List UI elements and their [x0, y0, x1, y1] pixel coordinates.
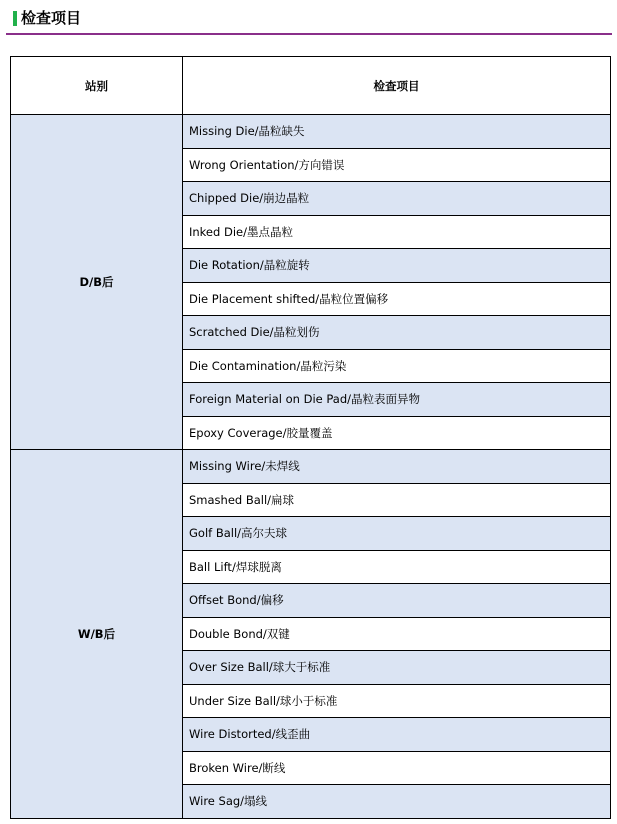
table-row [11, 450, 611, 484]
table-header-row [11, 57, 611, 115]
inspection-item-cell: Ball Lift/焊球脱离 [183, 550, 611, 584]
inspection-item-cell: Golf Ball/高尔夫球 [183, 517, 611, 551]
inspection-item-cell: Broken Wire/断线 [183, 751, 611, 785]
inspection-item-cell: Wire Distorted/线歪曲 [183, 718, 611, 752]
inspection-item-cell: Scratched Die/晶粒划伤 [183, 316, 611, 350]
heading-accent-bar [13, 11, 17, 26]
inspection-item-cell: Die Rotation/晶粒旋转 [183, 249, 611, 283]
inspection-table [10, 56, 611, 819]
inspection-item-cell: Missing Wire/未焊线 [183, 450, 611, 484]
inspection-item-cell: Die Contamination/晶粒污染 [183, 349, 611, 383]
header-station: 站别 [11, 57, 183, 115]
section-heading [6, 6, 612, 34]
station-cell: W/B后 [11, 450, 183, 819]
inspection-item-cell: Double Bond/双键 [183, 617, 611, 651]
inspection-item-cell: Chipped Die/崩边晶粒 [183, 182, 611, 216]
inspection-item-cell: Under Size Ball/球小于标准 [183, 684, 611, 718]
inspection-item-cell: Wrong Orientation/方向错误 [183, 148, 611, 182]
heading-rule [6, 33, 612, 35]
inspection-item-cell: Foreign Material on Die Pad/晶粒表面异物 [183, 383, 611, 417]
table-body [11, 115, 611, 819]
inspection-item-cell: Epoxy Coverage/胶量覆盖 [183, 416, 611, 450]
header-inspection-item: 检查项目 [183, 57, 611, 115]
inspection-item-cell: Missing Die/晶粒缺失 [183, 115, 611, 149]
inspection-item-cell: Wire Sag/塌线 [183, 785, 611, 819]
section-title: 检查项目 [21, 9, 82, 27]
station-cell: D/B后 [11, 115, 183, 450]
inspection-item-cell: Die Placement shifted/晶粒位置偏移 [183, 282, 611, 316]
inspection-item-cell: Offset Bond/偏移 [183, 584, 611, 618]
inspection-item-cell: Smashed Ball/扁球 [183, 483, 611, 517]
inspection-item-cell: Over Size Ball/球大于标准 [183, 651, 611, 685]
table-row [11, 115, 611, 149]
inspection-item-cell: Inked Die/墨点晶粒 [183, 215, 611, 249]
